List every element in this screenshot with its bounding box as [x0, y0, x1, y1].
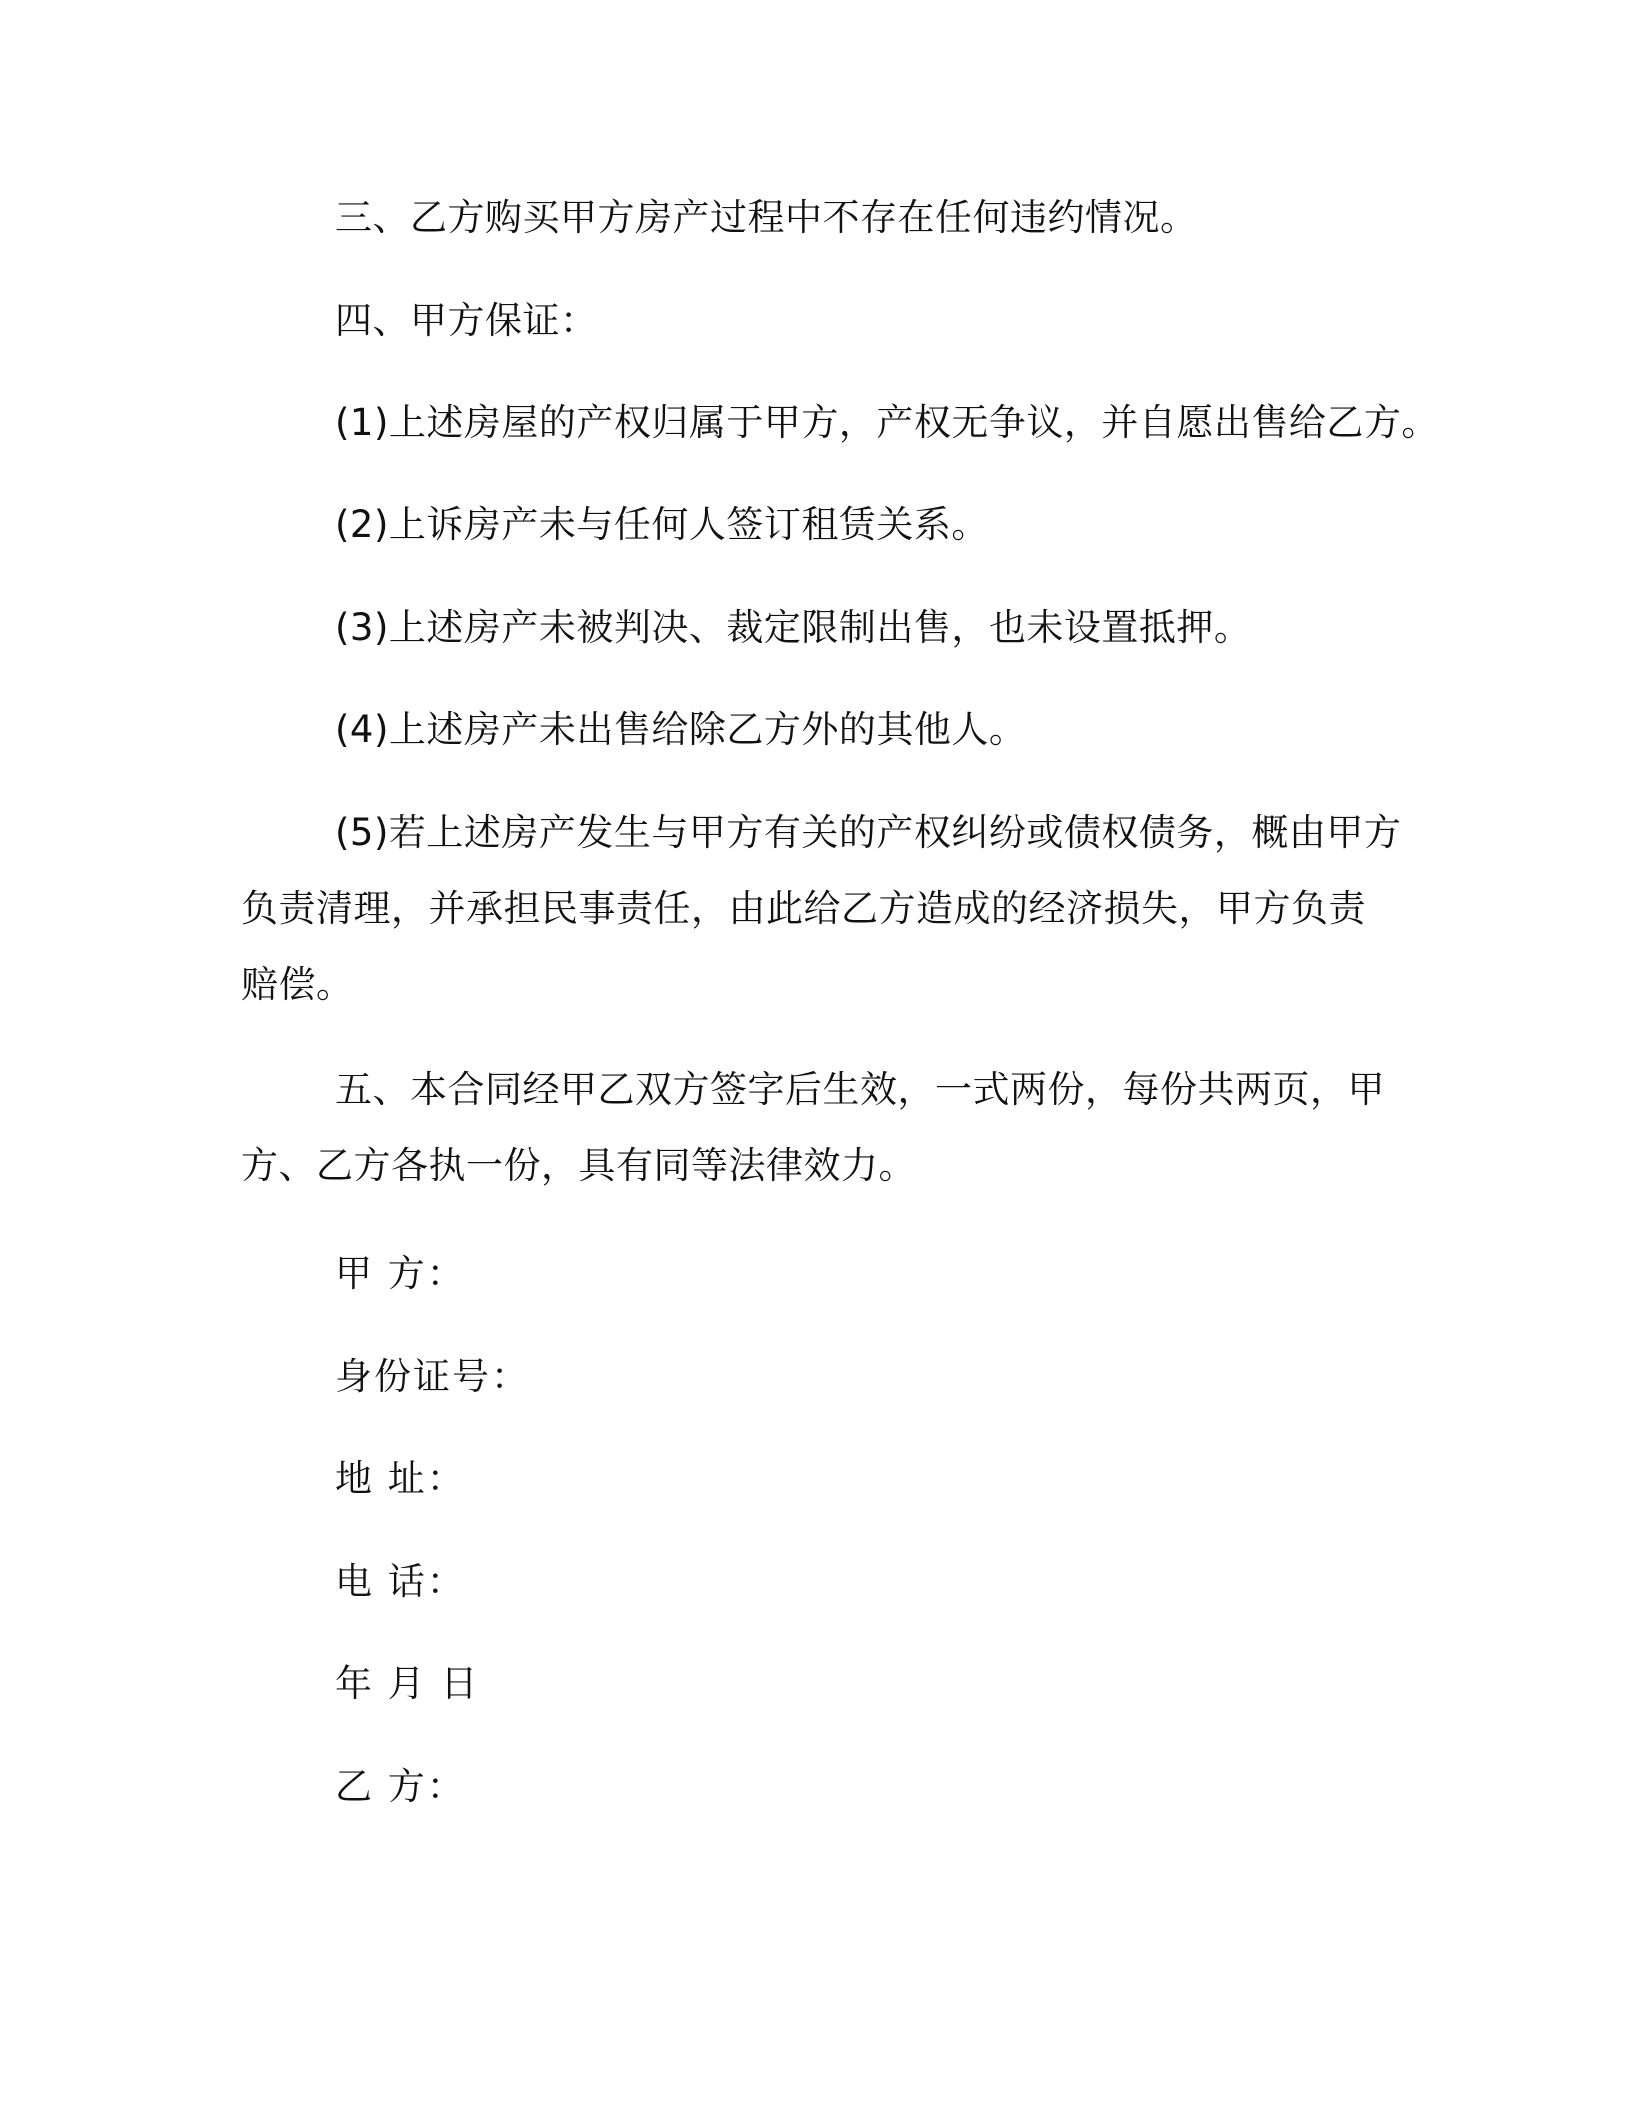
guarantee-item-4: (4)上述房产未出售给除乙方外的其他人。 — [335, 708, 1027, 751]
guarantee-item-5 — [241, 795, 1411, 1023]
clause-5-line-1: 五、本合同经甲乙双方签字后生效，一式两份，每份共两页，甲 — [335, 1068, 1385, 1111]
clause-4-heading: 四、甲方保证： — [335, 299, 598, 342]
clause-3: 三、乙方购买甲方房产过程中不存在任何违约情况。 — [335, 196, 1198, 239]
party-b-label: 乙 方： — [335, 1765, 466, 1808]
party-a-label: 甲 方： — [335, 1252, 466, 1295]
id-number-label: 身份证号： — [335, 1355, 530, 1398]
guarantee-item-5-line-1: (5)若上述房产发生与甲方有关的产权纠纷或债权债务，概由甲方 — [335, 811, 1402, 854]
guarantee-item-5-line-2: 负责清理，并承担民事责任，由此给乙方造成的经济损失，甲方负责 — [241, 887, 1366, 930]
guarantee-item-1: (1)上述房屋的产权归属于甲方，产权无争议，并自愿出售给乙方。 — [335, 401, 1439, 444]
guarantee-item-2: (2)上诉房产未与任何人签订租赁关系。 — [335, 503, 989, 546]
guarantee-item-5-line-3: 赔偿。 — [241, 963, 354, 1006]
date-label: 年 月 日 — [335, 1662, 480, 1705]
address-label: 地 址： — [335, 1457, 466, 1500]
clause-5-line-2: 方、乙方各执一份，具有同等法律效力。 — [241, 1144, 916, 1187]
guarantee-item-3: (3)上述房产未被判决、裁定限制出售，也未设置抵押。 — [335, 606, 1252, 649]
phone-label: 电 话： — [335, 1560, 466, 1603]
clause-5 — [241, 1052, 1411, 1204]
